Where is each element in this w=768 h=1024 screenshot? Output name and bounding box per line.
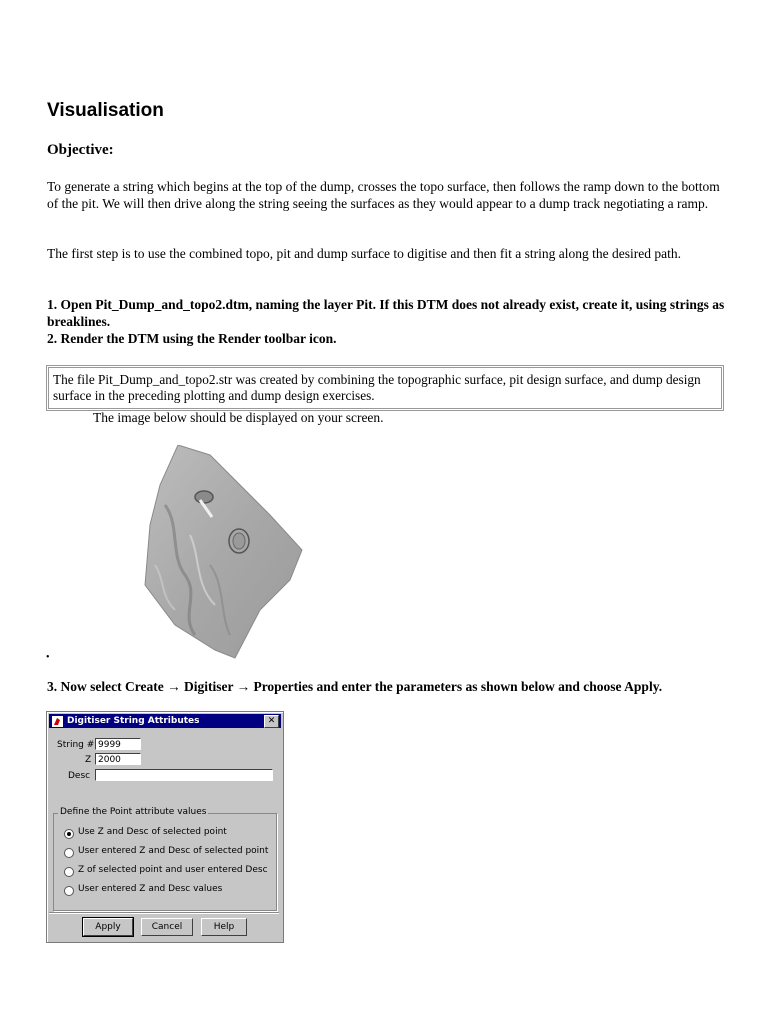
z-label: Z [85, 755, 92, 765]
string-number-input[interactable]: 9999 [95, 738, 141, 750]
apply-button[interactable]: Apply [83, 918, 133, 936]
desc-label: Desc [68, 771, 91, 781]
digitiser-string-attributes-dialog [46, 711, 284, 943]
desc-input[interactable] [95, 769, 273, 781]
close-icon[interactable]: ✕ [264, 715, 279, 728]
first-step-paragraph: The first step is to use the combined topo, pit and dump surface to digitise and then fit a string along the desired path. [47, 246, 681, 261]
objective-heading: Objective: [47, 142, 114, 158]
string-label: String # [57, 740, 95, 750]
dialog-title: Digitiser String Attributes [67, 716, 200, 726]
dialog-titlebar[interactable] [49, 714, 281, 728]
point-attribute-group-label: Define the Point attribute values [60, 807, 207, 817]
image-caption: The image below should be displayed on your screen. [93, 410, 384, 425]
help-button[interactable]: Help [201, 918, 247, 936]
radio-option-1[interactable] [64, 829, 74, 839]
objective-paragraph: To generate a string which begins at the top of the dump, crosses the topo surface, then follows the ramp down to the bottom of the pit. We will then drive along the string seeing the surfaces as they would appear to a dump track negotiating a ramp. [47, 179, 720, 211]
note-box [46, 365, 724, 411]
bullet-point: • [46, 652, 50, 663]
point-attribute-group [53, 807, 277, 911]
radio-option-2-label: User entered Z and Desc of selected point [78, 846, 269, 856]
radio-option-3[interactable] [64, 867, 74, 877]
dialog-separator [49, 912, 279, 914]
dtm-render-image [140, 445, 310, 665]
page-title: Visualisation [47, 100, 164, 121]
radio-option-1-label: Use Z and Desc of selected point [78, 827, 227, 837]
note-text: The file Pit_Dump_and_topo2.str was created by combining the topographic surface, pit design surface, and dump design surface in the preceding plotting and dump design exercises. [48, 367, 722, 409]
z-input[interactable]: 2000 [95, 753, 141, 765]
radio-option-4[interactable] [64, 886, 74, 896]
radio-option-4-label: User entered Z and Desc values [78, 884, 223, 894]
radio-option-3-label: Z of selected point and user entered Desc [78, 865, 268, 875]
step-1: 1. Open Pit_Dump_and_topo2.dtm, naming the layer Pit. If this DTM does not already exist, create it, using strings as breaklines. [47, 297, 725, 329]
radio-option-2[interactable] [64, 848, 74, 858]
cancel-button[interactable]: Cancel [141, 918, 193, 936]
step-2: 2. Render the DTM using the Render toolbar icon. [47, 331, 337, 346]
step-3: 3. Now select Create → Digitiser → Properties and enter the parameters as shown below and choose Apply. [47, 679, 663, 694]
app-logo-icon [52, 716, 63, 727]
